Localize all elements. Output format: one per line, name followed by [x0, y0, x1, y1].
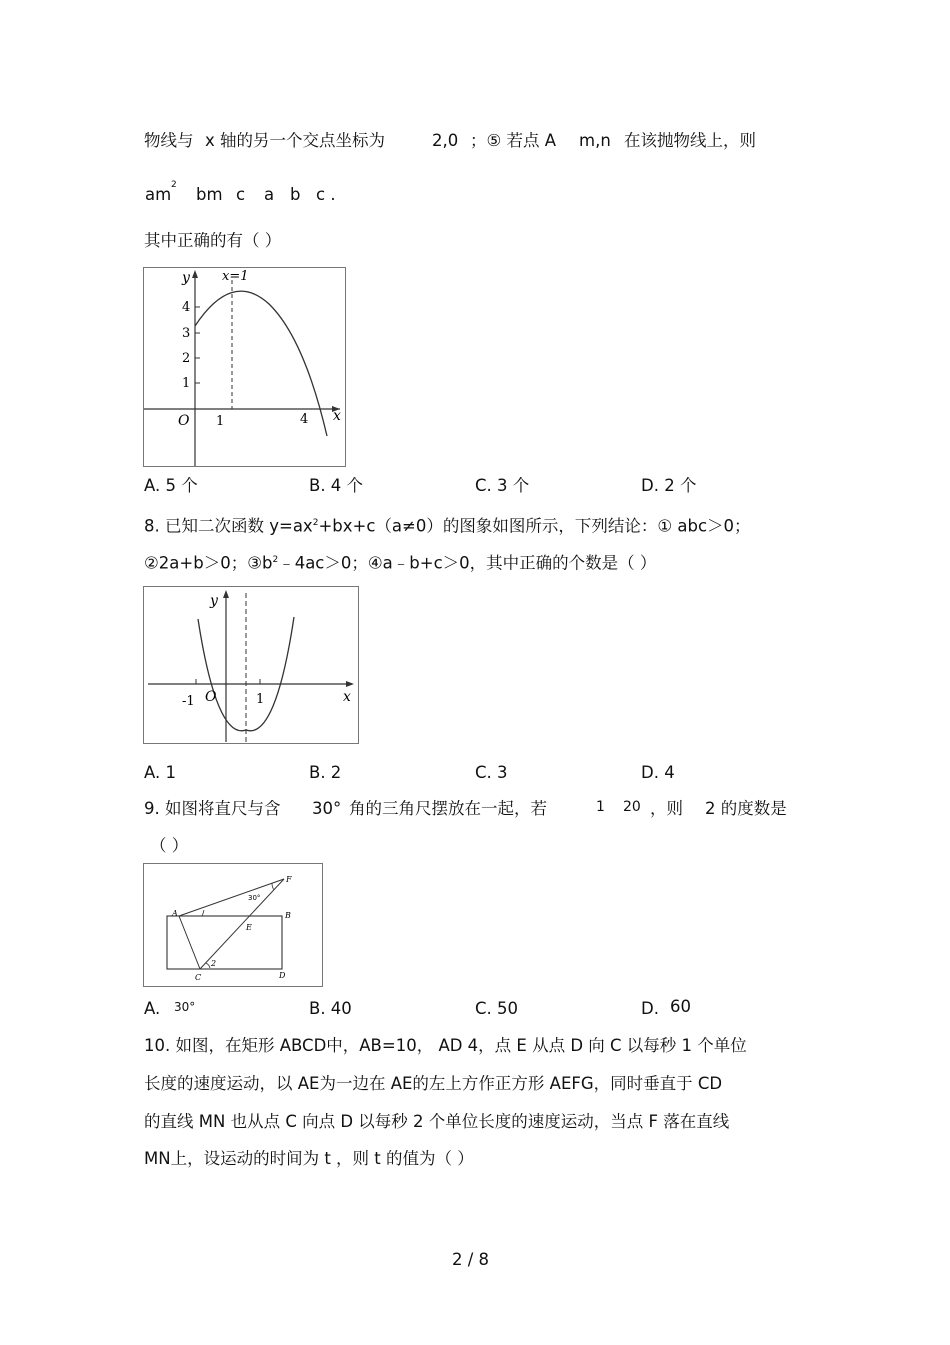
q8-option-b[interactable]: B. 2: [309, 763, 342, 782]
q9-line1-b: 角的三角尺摆放在一起，若: [349, 799, 547, 818]
q7-option-c[interactable]: C. 3 个: [475, 476, 530, 495]
q8-parabola-figure: [143, 586, 359, 744]
q9-label-F: F: [286, 875, 292, 884]
q7-ytick-label-4: 4: [182, 300, 191, 315]
q9-line1-d: 2 的度数是: [705, 799, 787, 818]
q7-ytick-label-1: 1: [182, 376, 191, 391]
q9-label-C: C: [195, 973, 202, 982]
q10-line4: MN上，设运动的时间为 t ，则 t 的值为（ ）: [144, 1149, 474, 1168]
q9-angle30-arc: [272, 883, 274, 890]
q8-option-d[interactable]: D. 4: [641, 763, 675, 782]
q9-line-AC: [179, 916, 200, 969]
q7-parabola-figure: [143, 267, 346, 467]
q10-line3: 的直线 MN 也从点 C 向点 D 以每秒 2 个单位长度的速度运动，当点 F 落在直线: [144, 1112, 730, 1131]
q10-line1: 10. 如图，在矩形 ABCD中，AB=10， AD 4，点 E 从点 D 向 C 以每秒 1 个单位: [144, 1036, 747, 1055]
q7-line1-c: ；⑤ 若点 A: [470, 131, 557, 150]
q8-xtick-label-pos: 1: [256, 692, 265, 707]
q7-option-a[interactable]: A. 5 个: [144, 476, 198, 495]
q9-option-c[interactable]: C. 50: [475, 999, 519, 1018]
q7-line2-c: c: [236, 185, 246, 204]
q7-line2-bm: bm: [196, 185, 223, 204]
q8-option-c[interactable]: C. 3: [475, 763, 508, 782]
q9-line1-c: ，则: [650, 799, 683, 818]
q8-origin: O: [205, 689, 217, 705]
q7-line1-a: 物线与: [144, 131, 194, 150]
q8-x-label: x: [343, 689, 351, 705]
q7-line2-am: am: [145, 185, 172, 204]
q7-xtick-label-1: 1: [216, 414, 225, 429]
q7-origin: O: [178, 413, 190, 429]
q9-option-d-value[interactable]: 60: [670, 997, 691, 1016]
q7-xtick-label-4: 4: [300, 412, 309, 427]
q8-y-arrow: [223, 590, 229, 598]
q9-line-CF: [200, 879, 284, 969]
q7-line1-point: 2,0: [432, 131, 459, 150]
q8-x-arrow: [346, 681, 354, 687]
q7-line1-b: x 轴的另一个交点坐标为: [205, 131, 386, 150]
q7-line2-b: b: [290, 185, 301, 204]
q7-ytick-label-2: 2: [182, 351, 191, 366]
q9-label-E: E: [246, 923, 252, 932]
q9-angle1-arc: [202, 910, 204, 916]
q7-axis-label: x=1: [222, 269, 249, 284]
q7-option-b[interactable]: B. 4 个: [309, 476, 364, 495]
q7-ytick-label-3: 3: [182, 326, 191, 341]
q9-value-20: 20: [623, 799, 641, 815]
q7-line2-a: a: [264, 185, 275, 204]
q9-label-2: 2: [211, 959, 217, 968]
q7-line2-sup: 2: [171, 180, 177, 190]
q9-angle2-arc: [206, 963, 210, 968]
q9-label-D: D: [279, 971, 286, 980]
q9-line1-deg: 30°: [312, 799, 342, 818]
q9-ruler-figure: [143, 863, 323, 987]
q7-line2-c2: c .: [316, 185, 336, 204]
page-number: 2 / 8: [452, 1250, 490, 1269]
q8-xtick-label-neg: -1: [182, 694, 195, 709]
q9-option-a-value[interactable]: 30°: [174, 1000, 196, 1014]
q8-option-a[interactable]: A. 1: [144, 763, 176, 782]
q9-option-a-letter[interactable]: A.: [144, 999, 161, 1018]
q8-line1: 8. 已知二次函数 $y=ax^2+bx+c(a\ne 0)$的图象如图所示，下列结论：① abc＞0；: [144, 516, 751, 536]
q9-label-B: B: [285, 911, 291, 920]
q9-line2: （ ）: [150, 836, 189, 855]
q9-line1-a: 9. 如图将直尺与含: [144, 799, 281, 818]
q7-y-label: y: [182, 270, 190, 286]
q9-label-A: A: [172, 909, 178, 918]
q9-angle-1: 1: [596, 799, 605, 815]
q7-line1-d: 在该抛物线上，则: [624, 131, 756, 150]
q8-line2: ②2a+b＞0；$③b^2﹣4ac>0$；④a﹣b+c＞0，其中正确的个数是（ ）: [144, 553, 657, 573]
q9-label-30: 30°: [248, 894, 261, 902]
q7-y-arrow: [192, 270, 198, 278]
q10-line2: 长度的速度运动，以 AE为一边在 AE的左上方作正方形 AEFG，同时垂直于 CD: [144, 1074, 723, 1093]
q9-option-b[interactable]: B. 40: [309, 999, 352, 1018]
q7-x-label: x: [333, 408, 341, 424]
q7-option-d[interactable]: D. 2 个: [641, 476, 697, 495]
q9-line-AF: [179, 879, 284, 916]
q7-prompt: 其中正确的有（ ）: [144, 231, 282, 250]
q8-y-label: y: [210, 593, 218, 609]
q7-line1-mn: m,n: [579, 131, 611, 150]
q9-option-d-letter[interactable]: D.: [641, 999, 659, 1018]
